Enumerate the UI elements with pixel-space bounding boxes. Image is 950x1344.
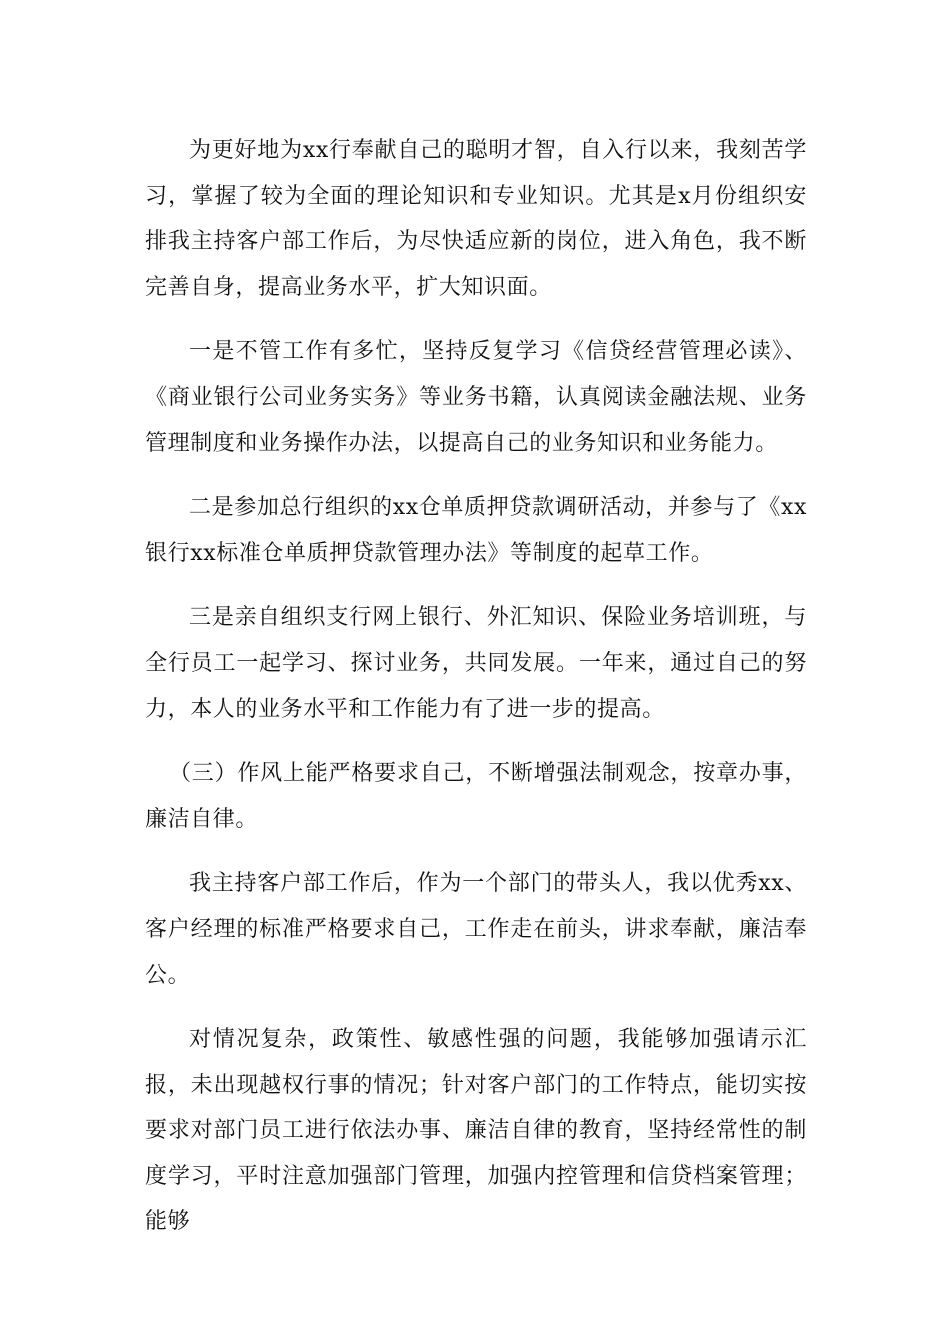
paragraph-point-two: 二是参加总行组织的xx仓单质押贷款调研活动，并参与了《xx银行xx标准仓单质押贷款管理办法》等制度的起草工作。 bbox=[145, 495, 807, 566]
paragraph-point-one: 一是不管工作有多忙，坚持反复学习《信贷经营管理必读》、《商业银行公司业务实务》等业务书籍，认真阅读金融法规、业务管理制度和业务操作办法，以提高自己的业务知识和业务能力。 bbox=[145, 339, 807, 456]
document-body bbox=[145, 128, 807, 1264]
paragraph-compliance: 对情况复杂，政策性、敏感性强的问题，我能够加强请示汇报，未出现越权行事的情况；针对客户部门的工作特点，能切实按要求对部门员工进行依法办事、廉洁自律的教育，坚持经常性的制度学习，平时注意加强部门管理，加强内控管理和信贷档案管理；能够 bbox=[145, 1027, 807, 1235]
paragraph-point-three: 三是亲自组织支行网上银行、外汇知识、保险业务培训班，与全行员工一起学习、探讨业务，共同发展。一年来，通过自己的努力，本人的业务水平和工作能力有了进一步的提高。 bbox=[145, 605, 807, 722]
paragraph-study-intro: 为更好地为xx行奉献自己的聪明才智，自入行以来，我刻苦学习，掌握了较为全面的理论知识和专业知识。尤其是x月份组织安排我主持客户部工作后，为尽快适应新的岗位，进入角色，我不断完善自身，提高业务水平，扩大知识面。 bbox=[145, 138, 807, 300]
paragraph-leadership: 我主持客户部工作后，作为一个部门的带头人，我以优秀xx、客户经理的标准严格要求自己，工作走在前头，讲求奉献，廉洁奉公。 bbox=[145, 871, 807, 988]
section-heading-conduct: （三）作风上能严格要求自己，不断增强法制观念，按章办事，廉洁自律。 bbox=[145, 761, 807, 832]
